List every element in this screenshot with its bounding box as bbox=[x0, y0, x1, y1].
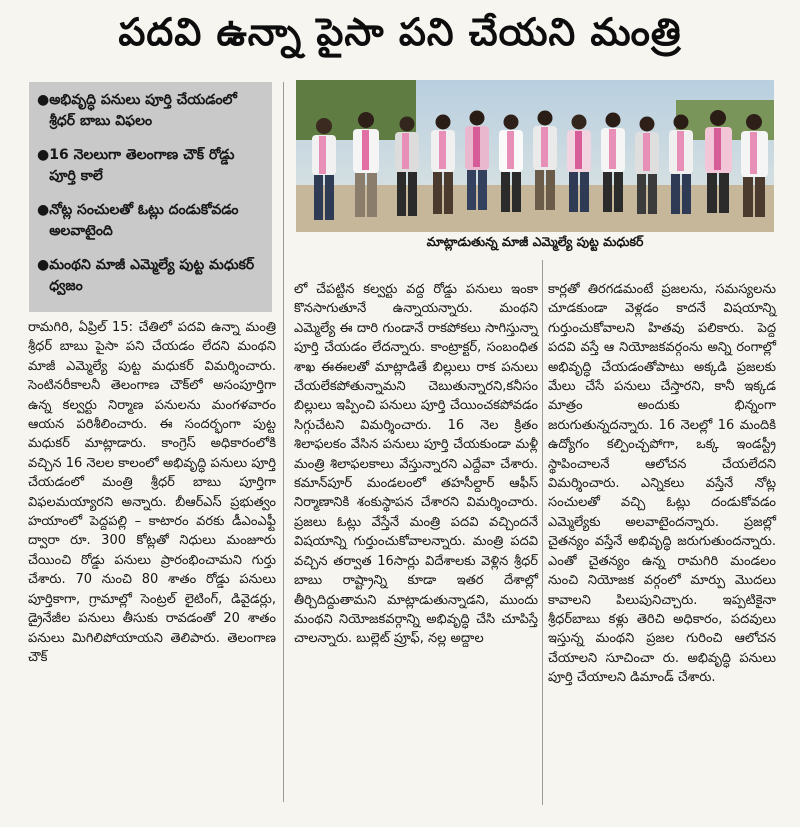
article-text: లో చేపట్టిన కల్వర్టు వద్ద రోడ్డు పనులు ఇంకా కొనసాగుతూనే ఉన్నాయన్నారు. మంథని ఎమ్మెల్యే ఈ దారి గుండానే రాకపోకలు సాగిస్తున్నా పూర్తి చేయడం లేదన్నారు. కాంట్రాక్టర్, సంబంధిత శాఖ ఈఈలతో మాట్లాడితే బిల్లులు రాక పనులు చేయలేకపోతున్నామని చెబుతున్నారని,కనీసం బిల్లులు ఇప్పించి పనులు పూర్తి చేయించకపోవడం సిగ్గుచేటని విమర్శించారు. 16 నెల క్రితం శిలాఫలకం వేసిన పనులు పూర్తి చేయకుండా మళ్లీ మంత్రి శిలాఫలకాలు వేస్తున్నారని ఎద్దేవా చేశారు. కమాన్‌పూర్ మండలంలో తహసీల్దార్ ఆఫీస్ నిర్మాణానికి శంకుస్థాపన చేశారని విమర్శించారు. ప్రజలు ఓట్లు వేస్తేనే మంత్రి పదవి వచ్చిందనే విషయాన్ని గుర్తుంచుకోవాలన్నారు. మంత్రి పదవి వచ్చిన తర్వాత 16సార్లు విదేశాలకు వెళ్లిన శ్రీధర్ బాబు రాష్ట్రాన్ని కూడా ఇతర దేశాల్లో తీర్చిదిద్దుతామని మాట్లాడుతున్నాడని, ముందు మంథని నియోజకవర్గాన్ని అభివృద్ధి చేసి చూపిస్తే చాలన్నారు. బుల్లెట్ ప్రూఫ్, నల్ల అద్దాల bbox=[294, 282, 538, 647]
column-divider bbox=[283, 82, 284, 802]
headline bbox=[0, 0, 800, 74]
group-photo-illustration bbox=[296, 80, 774, 232]
article-text: రామగిరి, ఏప్రిల్ 15: చేతిలో పదవి ఉన్నా మంత్రి శ్రీధర్ బాబు పైసా పని చేయడం లేదని మంథని మాజీ ఎమ్మెల్యే పుట్ట మధుకర్ విమర్శించారు. సెంటినరీకాలనీ తెలంగాణ చౌక్‌లో అసంపూర్తిగా ఉన్న కల్వర్టు నిర్మాణ పనులను మంగళవారం ఆయన పరిశీలించారు. ఈ సందర్భంగా పుట్ట మధుకర్ మాట్లాడారు. కాంగ్రెస్ అధికారంలోకి వచ్చిన 16 నెలల కాలంలో అభివృద్ధి పనులు పూర్తి చేయడంలో మంత్రి శ్రీధర్ బాబు పూర్తిగా విఫలమయ్యారని అన్నారు. బీఆర్ఎస్ ప్రభుత్వం హయాంలో పెద్దపల్లి – కాటారం వరకు డీఎంఎఫ్టీ ద్వారా రూ. 300 కోట్లతో నిధులు మంజూరు చేయించి రోడ్డు పనులు ప్రారంభించామని గుర్తు చేశారు. 70 నుంచి 80 శాతం రోడ్డు పనులు పూర్తికాగా, గ్రామాల్లో సెంట్రల్ లైటింగ్, డివైడర్లు, డ్రైనేజీల పనులు తీసుకు రావడంతో 20 శాతం పనులు మిగిలిపోయాయని తెలిపారు. తెలంగాణ చౌక్ bbox=[28, 320, 276, 665]
highlight-item: ● 16 నెలలుగా తెలంగాణ చౌక్ రోడ్డు పూర్తి కాలే bbox=[37, 145, 264, 187]
photo-caption: మాట్లాడుతున్న మాజీ ఎమ్మెల్యే పుట్ట మధుకర్ bbox=[426, 233, 644, 249]
news-photo bbox=[296, 80, 774, 232]
article-column-3 bbox=[548, 280, 776, 688]
bullet-icon: ● bbox=[37, 92, 50, 108]
bullet-icon: ● bbox=[37, 202, 50, 218]
article-column-2 bbox=[294, 280, 538, 649]
article-text: కార్లతో తిరగడమంటే ప్రజలను, సమస్యలను చూడకుండా వెళ్లడం కాదనే విషయాన్ని గుర్తుంచుకోవాలని హితవు పలికారు. పెద్ద పదవి వస్తే ఆ నియోజకవర్గంను అన్ని రంగాల్లో అభివృద్ధి చేయడంతోపాటు అక్కడి ప్రజలకు మేలు చేసే పనులు చేస్తారని, కానీ ఇక్కడ మాత్రం అందుకు భిన్నంగా జరుగుతున్నదన్నారు. 16 నెలల్లో 16 మందికి ఉద్యోగం కల్పించ్చపోగా, ఒక్క ఇండస్ట్రీ స్థాపించాలనే ఆలోచన చేయలేదని విమర్శించారు. ఎన్నికలు వస్తేనే నోట్ల సంచులతో వచ్చి ఓట్లు దండుకోవడం ఎమ్మెల్యేకు అలవాటైందన్నారు. ప్రజల్లో చైతన్యం వస్తేనే అభివృద్ధి జరుగుతుందన్నారు. ఎంతో చైతన్యం ఉన్న రామగిరి మండలం నుంచి నియోజక వర్గంలో మార్పు మొదలు కావాలని పిలుపునిచ్చారు. ఇప్పటికైనా శ్రీధర్‌బాబు కళ్లు తెరిచి అధికారం, పదవులు ఇస్తున్న మంథని ప్రజల గురించి ఆలోచన చేయాలని సూచించా రు. అభివృద్ధి పనులు పూర్తి చేయాలని డిమాండ్ చేశారు. bbox=[548, 282, 776, 686]
highlight-item: ● నోట్ల సంచులతో ఓట్లు దండుకోవడం అలవాటైంది bbox=[37, 200, 264, 242]
highlights-box bbox=[29, 82, 272, 312]
highlight-item: ● మంథని మాజీ ఎమ్మెల్యే పుట్ట మధుకర్ ధ్వజం bbox=[37, 255, 264, 297]
highlight-item: ● అభివృద్ధి పనులు పూర్తి చేయడంలో శ్రీధర్ బాబు విఫలం bbox=[37, 90, 264, 132]
bullet-icon: ● bbox=[37, 257, 50, 273]
column-divider bbox=[542, 260, 543, 805]
headline-text: పదవి ఉన్నా పైసా పని చేయని మంత్రి bbox=[118, 10, 682, 54]
bullet-icon: ● bbox=[37, 147, 50, 163]
article-column-1 bbox=[28, 318, 276, 667]
